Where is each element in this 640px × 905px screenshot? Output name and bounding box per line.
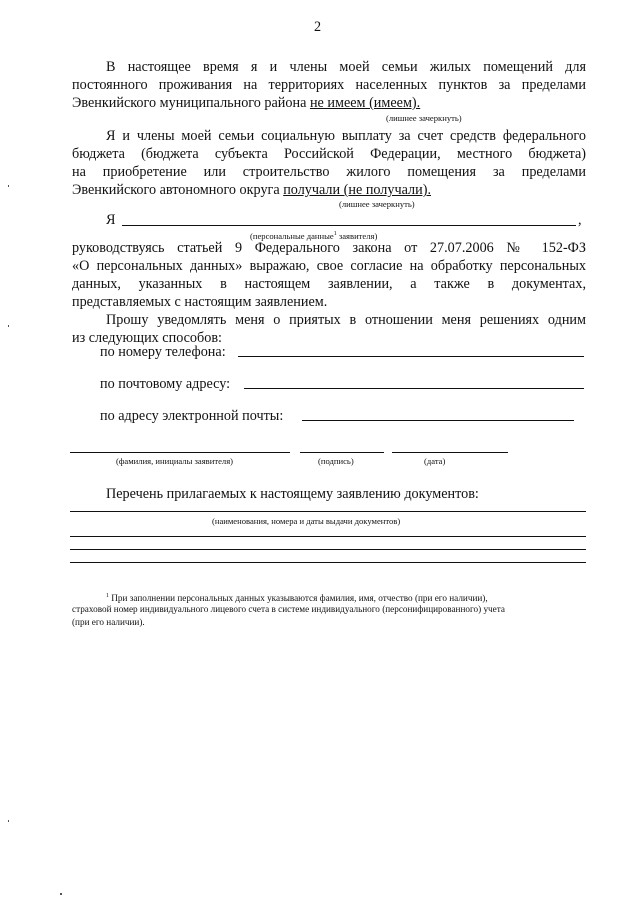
para2-note: (лишнее зачеркнуть) (339, 199, 415, 209)
phone-label: по номеру телефона: (100, 344, 226, 360)
consent-ya: Я (106, 212, 116, 228)
para1-line1: В настоящее время я и члены моей семьи жилых помещений для (106, 59, 586, 75)
scan-mark (60, 893, 62, 895)
personal-data-caption-text: (персональные данные (250, 230, 334, 241)
consent-comma: , (578, 212, 582, 228)
signature-caption: (подпись) (318, 456, 354, 466)
scan-mark (8, 185, 9, 187)
scan-mark (8, 820, 9, 822)
documents-field-line-3[interactable] (70, 549, 586, 550)
footnote-line1 (106, 590, 488, 604)
footnote-line1-text: При заполнении персональных данных указываются фамилия, имя, отчество (при его наличии), (109, 593, 488, 604)
notify-line1: Прошу уведомлять меня о приятых в отношении меня решениях одним (106, 312, 586, 328)
scan-mark (8, 325, 9, 327)
documents-field-line-1[interactable] (70, 511, 586, 512)
para2-option: получали (не получали). (283, 182, 431, 198)
para2-line3: на приобретение или строительство жилого помещения за пределами (72, 164, 586, 180)
phone-field-line[interactable] (238, 356, 584, 357)
documents-field-line-4[interactable] (70, 562, 586, 563)
post-field-line[interactable] (244, 388, 584, 389)
email-label: по адресу электронной почты: (100, 408, 284, 424)
para1-line3-text: Эвенкийского муниципального района (72, 95, 310, 111)
name-field-line[interactable] (70, 452, 290, 453)
personal-data-field-line[interactable] (122, 225, 576, 226)
documents-field-line-2[interactable] (70, 536, 586, 537)
para2-line2: бюджета (бюджета субъекта Российской Федерации, местного бюджета) (72, 146, 586, 162)
date-field-line[interactable] (392, 452, 508, 453)
para2-line4 (72, 181, 431, 199)
signature-field-line[interactable] (300, 452, 384, 453)
notify-line2: из следующих способов: (72, 330, 222, 346)
para1-line2: постоянного проживания на территориях населенных пунктов за пределами (72, 77, 586, 93)
consent-line2: «О персональных данных» выражаю, свое согласие на обработку персональных (72, 258, 586, 274)
email-field-line[interactable] (302, 420, 574, 421)
consent-line3: данных, указанных в настоящем заявлении, а также в документах, (72, 276, 586, 292)
para1-option: не имеем (имеем). (309, 95, 421, 111)
footnote-ref: 1 (333, 231, 337, 237)
page-number: 2 (314, 19, 322, 35)
personal-data-caption-end: заявителя) (336, 230, 378, 241)
footnote-number: 1 (106, 593, 109, 599)
consent-line4: представляемых с настоящим заявлением. (72, 294, 328, 310)
post-label: по почтовому адресу: (100, 376, 231, 392)
para2-line1: Я и члены моей семьи социальную выплату за счет средств федерального (106, 128, 586, 144)
name-caption: (фамилия, инициалы заявителя) (116, 456, 234, 466)
footnote-line3: (при его наличии). (72, 617, 145, 627)
consent-line1: руководствуясь статьей 9 Федерального закона от 27.07.2006 № 152-ФЗ (72, 240, 586, 256)
documents-title: Перечень прилагаемых к настоящему заявлению документов: (106, 486, 479, 502)
para1-note: (лишнее зачеркнуть) (386, 113, 462, 123)
documents-caption: (наименования, номера и даты выдачи документов) (212, 516, 401, 526)
date-caption: (дата) (424, 456, 446, 466)
para2-line4-text: Эвенкийского автономного округа (72, 182, 284, 198)
footnote-line2: страховой номер индивидуального лицевого счета в системе индивидуального (персонифицированного) учета (72, 604, 505, 614)
para1-line3 (72, 94, 420, 112)
